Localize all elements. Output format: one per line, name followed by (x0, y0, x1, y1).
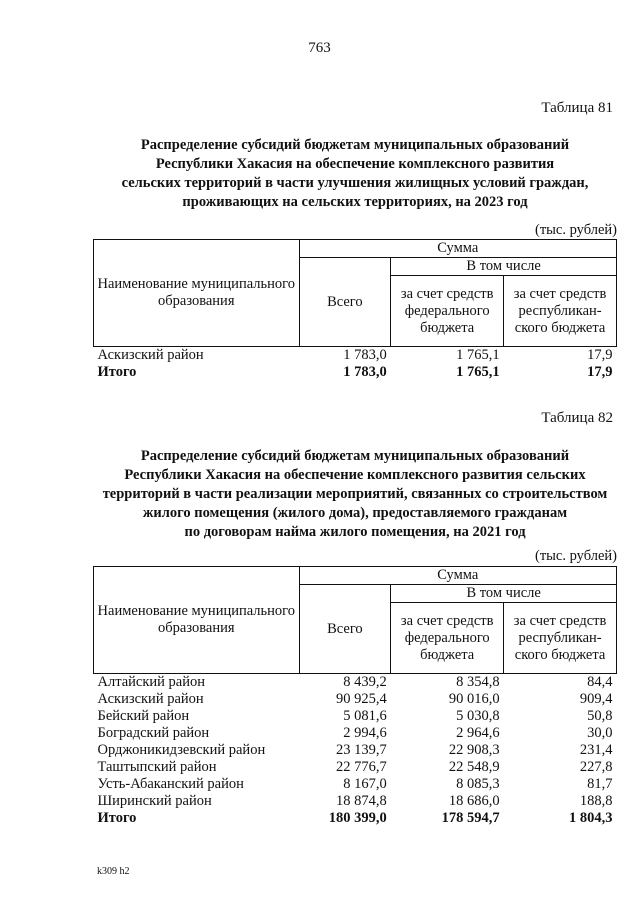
header-republic: за счет средств республикан-ского бюджета (504, 276, 617, 347)
row-name: Ширинский район (97, 793, 212, 809)
row-name: Аскизский район (97, 347, 204, 363)
row-total: 2 994,6 (343, 725, 387, 741)
header-sum: Сумма (299, 240, 617, 258)
total-row (94, 810, 617, 827)
table-row (94, 674, 617, 692)
row-total: 22 776,7 (336, 759, 387, 775)
row-republic: 227,8 (579, 759, 613, 775)
row-federal: 8 085,3 (456, 776, 500, 792)
table-row (94, 742, 617, 759)
table82-title-line: Распределение субсидий бюджетам муниципальных образований (140, 448, 570, 464)
row-republic: 50,8 (587, 708, 613, 724)
table81-title (90, 136, 620, 212)
row-republic: 81,7 (587, 776, 613, 792)
header-total: Всего (299, 585, 391, 674)
table81 (93, 239, 617, 381)
row-total: 1 783,0 (343, 364, 387, 380)
row-republic: 1 804,3 (569, 810, 613, 826)
table82-title-line: жилого помещения (жилого дома), предоставляемого гражданам (142, 505, 568, 521)
row-name: Таштыпский район (97, 759, 217, 775)
table82-title-line: территорий в части реализации мероприятий, связанных со строительством (102, 486, 608, 502)
row-total: 23 139,7 (336, 742, 387, 758)
row-republic: 231,4 (579, 742, 613, 758)
row-federal: 18 686,0 (448, 793, 500, 809)
table81-title-line: сельских территорий в части улучшения жилищных условий граждан, (121, 175, 589, 191)
header-sum: Сумма (299, 567, 616, 585)
table82-title-line: Республики Хакасия на обеспечение комплексного развития сельских (124, 467, 586, 483)
table81-body (94, 347, 617, 382)
row-name: Бейский район (97, 708, 190, 724)
page-number: 763 (308, 40, 331, 56)
row-republic: 17,9 (587, 364, 613, 380)
row-total: 90 925,4 (336, 691, 387, 707)
header-federal: за счет средств федерального бюджета (391, 276, 504, 347)
row-republic: 188,8 (579, 793, 613, 809)
footer-code: k309 h2 (97, 866, 130, 877)
row-name: Орджоникидзевский район (97, 742, 266, 758)
table-row (94, 776, 617, 793)
row-total: 8 439,2 (343, 674, 387, 690)
table-row (94, 759, 617, 776)
row-federal: 22 548,9 (448, 759, 500, 775)
row-republic: 909,4 (579, 691, 613, 707)
row-name: Итого (97, 810, 137, 826)
row-federal: 8 354,8 (456, 674, 500, 690)
row-federal: 5 030,8 (456, 708, 500, 724)
table82-unit: (тыс. рублей) (535, 548, 617, 564)
header-including: В том числе (391, 585, 617, 603)
table82-title-line: по договорам найма жилого помещения, на 2021 год (184, 524, 526, 540)
row-republic: 84,4 (587, 674, 613, 690)
row-name: Усть-Абаканский район (97, 776, 244, 792)
header-name: Наименование муниципального образования (94, 240, 300, 347)
table81-title-line: Распределение субсидий бюджетам муниципальных образований (140, 137, 570, 153)
row-total: 180 399,0 (328, 810, 387, 826)
table82-label: Таблица 82 (541, 410, 613, 426)
row-federal: 2 964,6 (456, 725, 500, 741)
row-federal: 1 765,1 (456, 364, 500, 380)
header-federal: за счет средств федерального бюджета (391, 603, 504, 674)
row-name: Алтайский район (97, 674, 205, 690)
header-including: В том числе (391, 258, 617, 276)
table82-body (94, 674, 617, 828)
table-row (94, 793, 617, 810)
row-federal: 1 765,1 (456, 347, 500, 363)
header-name: Наименование муниципального образования (94, 567, 300, 674)
table-row (94, 708, 617, 725)
row-total: 1 783,0 (343, 347, 387, 363)
row-total: 8 167,0 (343, 776, 387, 792)
table81-label: Таблица 81 (541, 100, 613, 116)
row-federal: 90 016,0 (448, 691, 500, 707)
row-name: Боградский район (97, 725, 210, 741)
table82 (93, 566, 617, 827)
header-total: Всего (299, 258, 391, 347)
table81-title-line: Республики Хакасия на обеспечение комплексного развития (155, 156, 555, 172)
table-row (94, 725, 617, 742)
table-row (94, 347, 617, 365)
table-row (94, 691, 617, 708)
row-total: 18 874,8 (336, 793, 387, 809)
row-federal: 178 594,7 (441, 810, 500, 826)
row-republic: 30,0 (587, 725, 613, 741)
row-republic: 17,9 (587, 347, 613, 363)
header-republic: за счет средств республикан-ского бюджета (504, 603, 617, 674)
row-name: Итого (97, 364, 137, 380)
table81-unit: (тыс. рублей) (535, 222, 617, 238)
total-row (94, 364, 617, 381)
row-total: 5 081,6 (343, 708, 387, 724)
row-federal: 22 908,3 (448, 742, 500, 758)
row-name: Аскизский район (97, 691, 204, 707)
table82-title (90, 447, 620, 542)
table81-title-line: проживающих на сельских территориях, на 2023 год (182, 194, 528, 210)
